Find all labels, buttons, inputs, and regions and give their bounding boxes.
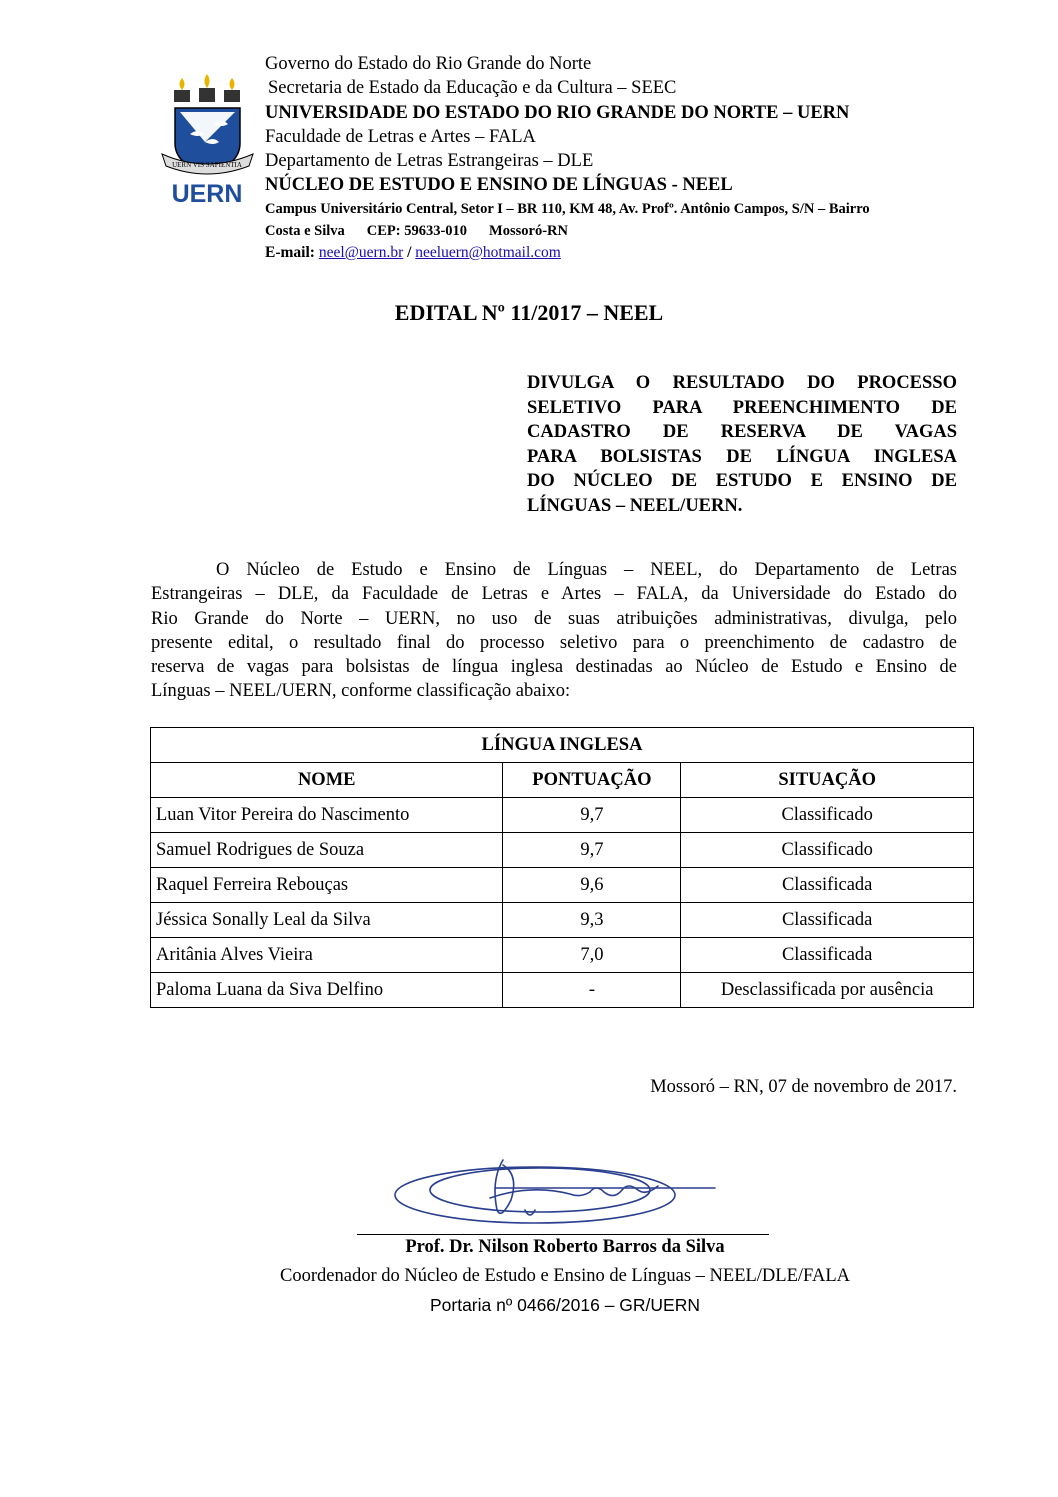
table-row: Paloma Luana da Siva Delfino - Desclassificada por ausência — [151, 973, 974, 1008]
table-row: Jéssica Sonally Leal da Silva 9,3 Classificada — [151, 903, 974, 938]
header-email: E-mail: neel@uern.br / neeluern@hotmail.com — [265, 243, 561, 261]
table-row: Luan Vitor Pereira do Nascimento 9,7 Classificado — [151, 798, 974, 833]
document-title: EDITAL Nº 11/2017 – NEEL — [394, 300, 664, 325]
header-nome: NOME — [151, 763, 503, 798]
signatory-name: Prof. Dr. Nilson Roberto Barros da Silva — [405, 1237, 725, 1257]
signatory-role: Coordenador do Núcleo de Estudo e Ensino de Línguas – NEEL/DLE/FALA — [280, 1266, 850, 1286]
place-date: Mossoró – RN, 07 de novembro de 2017. — [650, 1077, 957, 1097]
signature-line — [357, 1234, 769, 1235]
uern-logo — [160, 72, 255, 206]
email-link-hotmail[interactable]: neeluern@hotmail.com — [415, 243, 561, 261]
header-line-universidade: UNIVERSIDADE DO ESTADO DO RIO GRANDE DO NORTE – UERN — [265, 102, 850, 123]
svg-text:UERN VIS SAPIENTIA: UERN VIS SAPIENTIA — [172, 161, 242, 169]
header-situacao: SITUAÇÃO — [681, 763, 974, 798]
table-row: Aritânia Alves Vieira 7,0 Classificada — [151, 938, 974, 973]
results-table — [150, 727, 974, 1008]
header-pontuacao: PONTUAÇÃO — [503, 763, 681, 798]
body-paragraph: O Núcleo de Estudo e Ensino de Línguas – NEEL, do Departamento de Letras Estrangeiras – DLE, da Faculdade de Letras e Artes – FALA, da Universidade do Estado do Rio Grande do Norte – UERN, no uso de suas atribuições administrativas, divulga, pelo presente edital, o resultado final do processo seletivo para o preenchimento de cadastro de reserva de vagas para bolsistas de língua inglesa destinadas ao Núcleo de Estudo e Ensino de Línguas – NEEL/UERN, conforme classificação abaixo: — [151, 560, 957, 702]
institution-header — [265, 52, 985, 264]
email-link-neel[interactable]: neel@uern.br — [318, 243, 404, 261]
header-address: Campus Universitário Central, Setor I – BR 110, KM 48, Av. Profº. Antônio Campos, S/N – Bairro — [265, 200, 870, 217]
signatory-portaria: Portaria nº 0466/2016 – GR/UERN — [429, 1295, 700, 1315]
table-row: Samuel Rodrigues de Souza 9,7 Classificado — [151, 833, 974, 868]
header-line-secretaria: Secretaria de Estado da Educação e da Cultura – SEEC — [268, 78, 677, 99]
header-line-departamento: Departamento de Letras Estrangeiras – DLE — [265, 151, 594, 172]
header-address-2: Costa e Silva CEP: 59633-010 Mossoró-RN — [265, 222, 568, 239]
logo-text: UERN — [171, 180, 243, 206]
header-line-governo: Governo do Estado do Rio Grande do Norte — [265, 54, 592, 74]
table-row: Raquel Ferreira Rebouças 9,6 Classificada — [151, 868, 974, 903]
header-line-faculdade: Faculdade de Letras e Artes – FALA — [265, 126, 536, 147]
table-caption: LÍNGUA INGLESA — [151, 728, 974, 763]
ementa: DIVULGA O RESULTADO DO PROCESSO SELETIVO PARA PREENCHIMENTO DE CADASTRO DE RESERVA DE VAGAS PARA BOLSISTAS DE LÍNGUA INGLESA DO NÚCLEO DE ESTUDO E ENSINO DE LÍNGUAS – NEEL/UERN. — [527, 373, 957, 516]
header-line-nucleo: NÚCLEO DE ESTUDO E ENSINO DE LÍNGUAS - NEEL — [265, 175, 733, 196]
handwritten-signature — [385, 1140, 725, 1235]
